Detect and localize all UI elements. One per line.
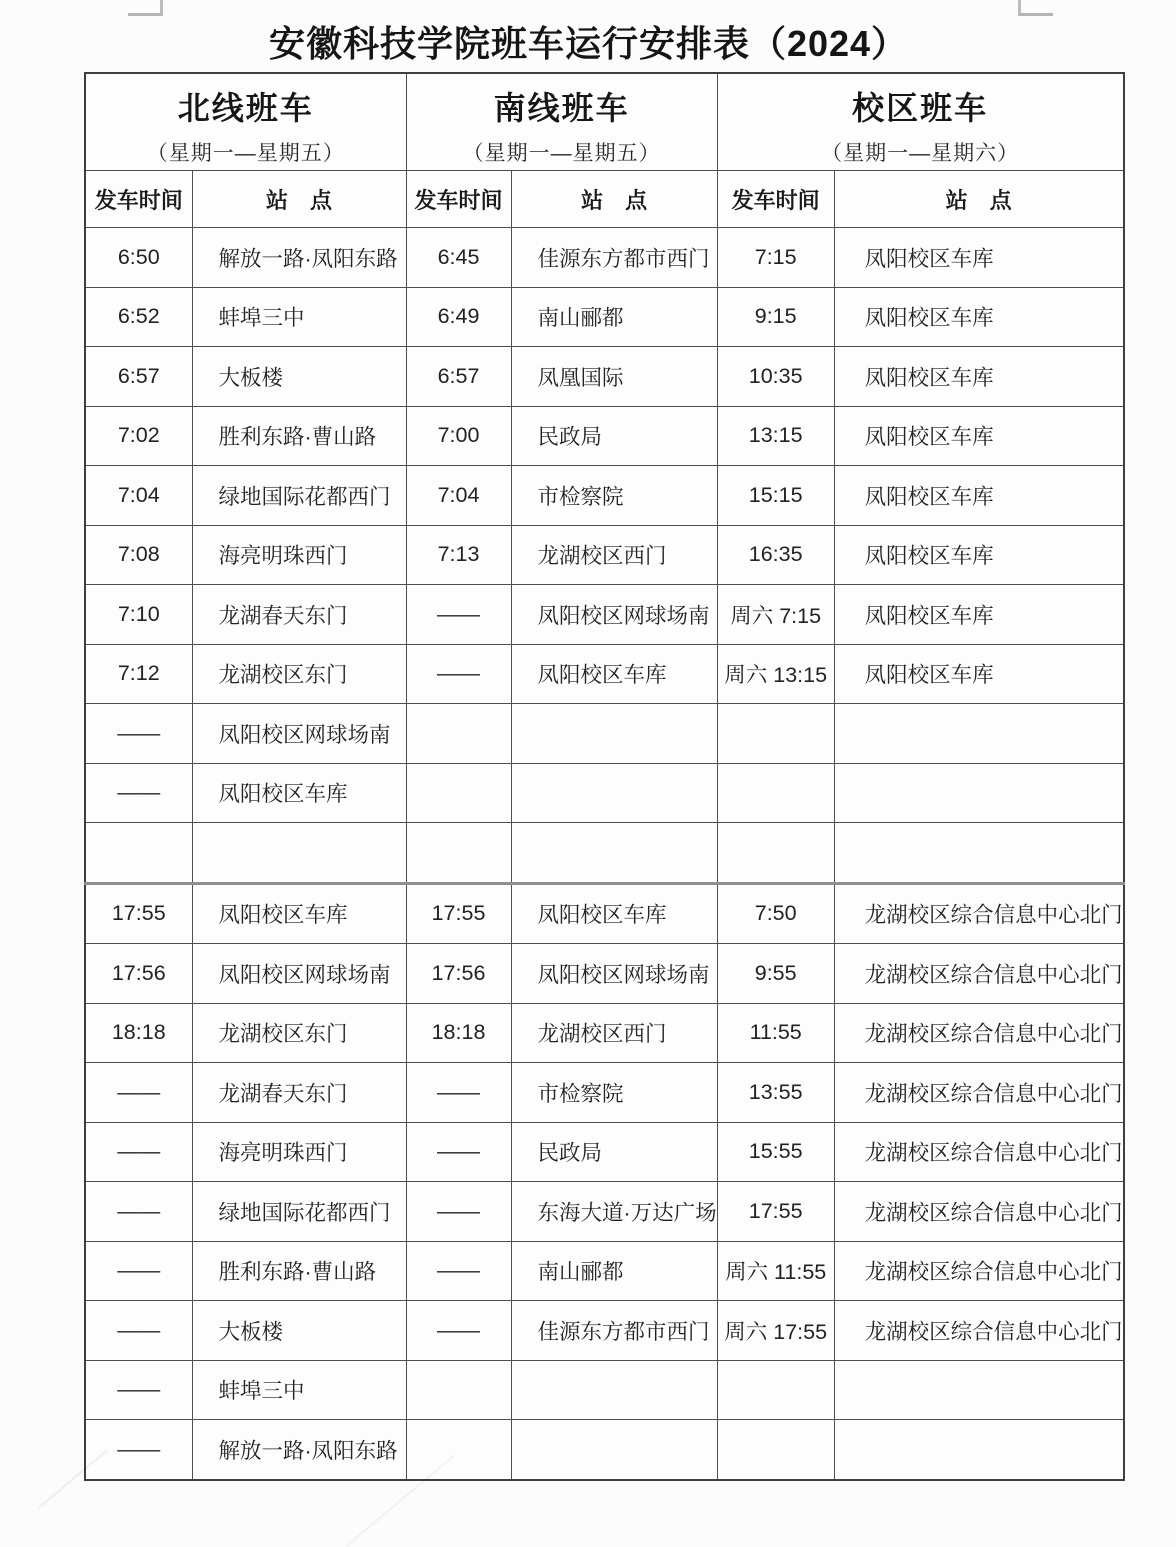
time-cell: 18:18 bbox=[85, 1003, 192, 1063]
table-row bbox=[85, 1301, 1124, 1361]
time-cell: —— bbox=[85, 1360, 192, 1420]
station-cell bbox=[511, 823, 717, 884]
time-cell: 7:08 bbox=[85, 525, 192, 585]
time-cell: 10:35 bbox=[717, 347, 834, 407]
table-row bbox=[85, 763, 1124, 823]
col-header-station: 站 点 bbox=[834, 171, 1124, 228]
group-header-0 bbox=[85, 73, 406, 171]
time-cell bbox=[406, 763, 511, 823]
station-cell: 凤阳校区车库 bbox=[834, 644, 1124, 704]
group-subtitle: （星期一—星期五） bbox=[462, 142, 661, 165]
time-cell bbox=[717, 704, 834, 764]
station-cell: 龙湖校区西门 bbox=[511, 525, 717, 585]
table-row bbox=[85, 1360, 1124, 1420]
station-cell bbox=[511, 1420, 717, 1480]
group-subtitle: （星期一—星期五） bbox=[146, 142, 345, 165]
time-cell: 周六 13:15 bbox=[717, 644, 834, 704]
time-cell: 17:56 bbox=[406, 944, 511, 1004]
time-cell: —— bbox=[406, 1122, 511, 1182]
station-cell: 市检察院 bbox=[511, 466, 717, 526]
station-cell: 凤阳校区车库 bbox=[834, 466, 1124, 526]
station-cell: 市检察院 bbox=[511, 1063, 717, 1123]
table-row bbox=[85, 823, 1124, 884]
station-cell: 凤凰国际 bbox=[511, 347, 717, 407]
time-cell: 15:15 bbox=[717, 466, 834, 526]
time-cell: 11:55 bbox=[717, 1003, 834, 1063]
station-cell: 龙湖校区东门 bbox=[192, 1003, 406, 1063]
time-cell: 7:50 bbox=[717, 883, 834, 944]
station-cell: 民政局 bbox=[511, 406, 717, 466]
station-cell: 海亮明珠西门 bbox=[192, 525, 406, 585]
time-cell bbox=[717, 763, 834, 823]
time-cell: —— bbox=[406, 1182, 511, 1242]
time-cell: —— bbox=[406, 1301, 511, 1361]
station-cell: 凤阳校区车库 bbox=[834, 585, 1124, 645]
station-cell bbox=[192, 823, 406, 884]
time-cell: —— bbox=[85, 1241, 192, 1301]
station-cell: 龙湖校区综合信息中心北门 bbox=[834, 944, 1124, 1004]
station-cell: 龙湖校区综合信息中心北门 bbox=[834, 1063, 1124, 1123]
station-cell: 龙湖校区综合信息中心北门 bbox=[834, 1241, 1124, 1301]
station-cell: 凤阳校区车库 bbox=[192, 763, 406, 823]
time-cell: 7:02 bbox=[85, 406, 192, 466]
time-cell bbox=[406, 1420, 511, 1480]
time-cell: 周六 17:55 bbox=[717, 1301, 834, 1361]
station-cell: 绿地国际花都西门 bbox=[192, 466, 406, 526]
station-cell: 凤阳校区车库 bbox=[834, 347, 1124, 407]
time-cell: —— bbox=[406, 585, 511, 645]
group-title: 南线班车 bbox=[493, 90, 630, 126]
station-cell: 民政局 bbox=[511, 1122, 717, 1182]
station-cell: 大板楼 bbox=[192, 1301, 406, 1361]
time-cell bbox=[717, 823, 834, 884]
station-cell bbox=[511, 704, 717, 764]
time-cell: 6:45 bbox=[406, 228, 511, 288]
time-cell: 7:12 bbox=[85, 644, 192, 704]
station-cell: 凤阳校区车库 bbox=[834, 228, 1124, 288]
time-cell: 6:49 bbox=[406, 287, 511, 347]
station-cell: 东海大道·万达广场 bbox=[511, 1182, 717, 1242]
table-row bbox=[85, 525, 1124, 585]
time-cell: —— bbox=[85, 763, 192, 823]
station-cell: 解放一路·凤阳东路 bbox=[192, 228, 406, 288]
time-cell: 6:50 bbox=[85, 228, 192, 288]
time-cell: 7:15 bbox=[717, 228, 834, 288]
col-header-station: 站 点 bbox=[511, 171, 717, 228]
table-row bbox=[85, 228, 1124, 288]
col-header-time: 发车时间 bbox=[717, 171, 834, 228]
time-cell: —— bbox=[406, 644, 511, 704]
station-cell: 海亮明珠西门 bbox=[192, 1122, 406, 1182]
station-cell: 佳源东方都市西门 bbox=[511, 1301, 717, 1361]
station-cell: 胜利东路·曹山路 bbox=[192, 406, 406, 466]
time-cell bbox=[85, 823, 192, 884]
table-row bbox=[85, 1122, 1124, 1182]
table-row bbox=[85, 883, 1124, 944]
table-row bbox=[85, 644, 1124, 704]
table-row bbox=[85, 287, 1124, 347]
time-cell: 7:00 bbox=[406, 406, 511, 466]
time-cell: 9:15 bbox=[717, 287, 834, 347]
table-row bbox=[85, 944, 1124, 1004]
time-cell: 7:10 bbox=[85, 585, 192, 645]
table-row bbox=[85, 1420, 1124, 1480]
time-cell bbox=[717, 1360, 834, 1420]
time-cell: 13:15 bbox=[717, 406, 834, 466]
station-cell: 凤阳校区车库 bbox=[834, 406, 1124, 466]
station-cell bbox=[511, 1360, 717, 1420]
station-cell: 龙湖校区综合信息中心北门 bbox=[834, 1301, 1124, 1361]
station-cell bbox=[511, 763, 717, 823]
station-cell: 凤阳校区网球场南 bbox=[192, 704, 406, 764]
station-cell: 凤阳校区车库 bbox=[192, 883, 406, 944]
time-cell: 13:55 bbox=[717, 1063, 834, 1123]
time-cell: 7:04 bbox=[406, 466, 511, 526]
time-cell: 6:57 bbox=[85, 347, 192, 407]
time-cell: —— bbox=[85, 1420, 192, 1480]
table-row bbox=[85, 406, 1124, 466]
group-title: 北线班车 bbox=[177, 90, 314, 126]
page-title: 安徽科技学院班车运行安排表（2024） bbox=[268, 23, 909, 64]
station-cell: 南山郦都 bbox=[511, 1241, 717, 1301]
station-cell: 龙湖校区综合信息中心北门 bbox=[834, 1182, 1124, 1242]
page-corner-mark-left bbox=[128, 0, 163, 16]
time-cell: 7:13 bbox=[406, 525, 511, 585]
time-cell: 17:55 bbox=[717, 1182, 834, 1242]
table-row bbox=[85, 347, 1124, 407]
time-cell: —— bbox=[85, 1182, 192, 1242]
station-cell: 大板楼 bbox=[192, 347, 406, 407]
table-row bbox=[85, 1241, 1124, 1301]
station-cell: 龙湖校区综合信息中心北门 bbox=[834, 883, 1124, 944]
station-cell: 凤阳校区车库 bbox=[834, 287, 1124, 347]
group-header-2 bbox=[717, 73, 1124, 171]
station-cell bbox=[834, 1360, 1124, 1420]
table-row bbox=[85, 1063, 1124, 1123]
time-cell: 17:56 bbox=[85, 944, 192, 1004]
time-cell bbox=[406, 823, 511, 884]
station-cell: 龙湖春天东门 bbox=[192, 1063, 406, 1123]
time-cell: —— bbox=[406, 1063, 511, 1123]
table-row bbox=[85, 704, 1124, 764]
station-cell: 绿地国际花都西门 bbox=[192, 1182, 406, 1242]
time-cell: 6:57 bbox=[406, 347, 511, 407]
group-title: 校区班车 bbox=[852, 90, 989, 126]
time-cell: 9:55 bbox=[717, 944, 834, 1004]
station-cell: 胜利东路·曹山路 bbox=[192, 1241, 406, 1301]
station-cell: 蚌埠三中 bbox=[192, 287, 406, 347]
station-cell: 解放一路·凤阳东路 bbox=[192, 1420, 406, 1480]
station-cell: 龙湖校区综合信息中心北门 bbox=[834, 1003, 1124, 1063]
group-subtitle: （星期一—星期六） bbox=[821, 142, 1020, 165]
station-cell: 凤阳校区网球场南 bbox=[511, 944, 717, 1004]
station-cell: 龙湖校区综合信息中心北门 bbox=[834, 1122, 1124, 1182]
station-cell: 凤阳校区车库 bbox=[511, 883, 717, 944]
group-header-1 bbox=[406, 73, 717, 171]
station-cell: 佳源东方都市西门 bbox=[511, 228, 717, 288]
station-cell: 南山郦都 bbox=[511, 287, 717, 347]
time-cell: 16:35 bbox=[717, 525, 834, 585]
time-cell: 6:52 bbox=[85, 287, 192, 347]
time-cell: —— bbox=[85, 1122, 192, 1182]
station-cell: 凤阳校区车库 bbox=[511, 644, 717, 704]
time-cell bbox=[406, 1360, 511, 1420]
col-header-time: 发车时间 bbox=[85, 171, 192, 228]
schedule-table bbox=[84, 72, 1125, 1481]
time-cell: —— bbox=[85, 1301, 192, 1361]
station-cell bbox=[834, 1420, 1124, 1480]
station-cell: 蚌埠三中 bbox=[192, 1360, 406, 1420]
station-cell: 凤阳校区网球场南 bbox=[192, 944, 406, 1004]
time-cell: 周六 7:15 bbox=[717, 585, 834, 645]
table-row bbox=[85, 1182, 1124, 1242]
station-cell bbox=[834, 823, 1124, 884]
time-cell: —— bbox=[85, 704, 192, 764]
col-header-time: 发车时间 bbox=[406, 171, 511, 228]
table-row bbox=[85, 1003, 1124, 1063]
time-cell: 周六 11:55 bbox=[717, 1241, 834, 1301]
table-row bbox=[85, 466, 1124, 526]
station-cell: 凤阳校区车库 bbox=[834, 525, 1124, 585]
time-cell: —— bbox=[406, 1241, 511, 1301]
time-cell: —— bbox=[85, 1063, 192, 1123]
station-cell: 龙湖春天东门 bbox=[192, 585, 406, 645]
station-cell bbox=[834, 763, 1124, 823]
table-row bbox=[85, 585, 1124, 645]
time-cell: 7:04 bbox=[85, 466, 192, 526]
time-cell: 15:55 bbox=[717, 1122, 834, 1182]
time-cell: 17:55 bbox=[85, 883, 192, 944]
station-cell: 凤阳校区网球场南 bbox=[511, 585, 717, 645]
time-cell bbox=[406, 704, 511, 764]
station-cell: 龙湖校区西门 bbox=[511, 1003, 717, 1063]
col-header-station: 站 点 bbox=[192, 171, 406, 228]
station-cell: 龙湖校区东门 bbox=[192, 644, 406, 704]
station-cell bbox=[834, 704, 1124, 764]
time-cell: 18:18 bbox=[406, 1003, 511, 1063]
time-cell: 17:55 bbox=[406, 883, 511, 944]
time-cell bbox=[717, 1420, 834, 1480]
page-corner-mark-right bbox=[1018, 0, 1053, 16]
